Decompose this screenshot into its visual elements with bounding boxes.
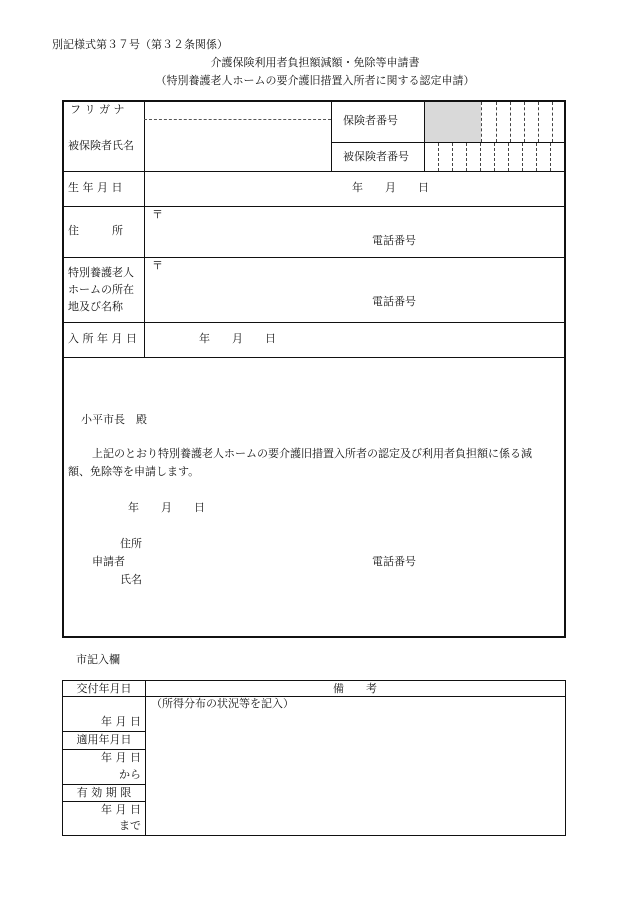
application-form	[62, 100, 566, 638]
issue-date-ymd[interactable]: 年 月 日	[101, 715, 141, 728]
form-title: 介護保険利用者負担額減額・免除等申請書	[210, 56, 420, 69]
insured-number-label: 被保険者番号	[343, 150, 409, 163]
postal-mark: 〒	[152, 208, 163, 221]
addressee: 小平市長 殿	[81, 413, 147, 426]
facility-postal-mark: 〒	[152, 259, 163, 272]
remarks-hint: （所得分布の状況等を記入）	[151, 697, 294, 710]
facility-label-line2: ホームの所在	[68, 283, 134, 296]
declaration-text-line1: 上記のとおり特別養護老人ホームの要介護旧措置入所者の認定及び利用者負担額に係る減	[92, 447, 532, 460]
birthdate-label: 生 年 月 日	[68, 181, 123, 194]
admission-date-field[interactable]: 年 月 日	[199, 332, 276, 345]
declaration-date[interactable]: 年 月 日	[128, 501, 205, 514]
form-subtitle: （特別養護老人ホームの要介護旧措置入所者に関する認定申請）	[155, 74, 475, 87]
until-label: まで	[119, 819, 141, 832]
furigana-field[interactable]	[144, 111, 331, 119]
applicable-date-ymd[interactable]: 年 月 日	[101, 751, 141, 764]
applicant-phone-label: 電話番号	[372, 555, 416, 568]
form-number: 別記様式第３７号（第３２条関係）	[52, 38, 228, 51]
applicable-date-label: 適用年月日	[76, 733, 132, 746]
facility-phone-label: 電話番号	[372, 295, 416, 308]
insured-name-field[interactable]	[144, 122, 331, 170]
furigana-label: フ リ ガ ナ	[70, 103, 125, 116]
birthdate-field[interactable]: 年 月 日	[352, 181, 429, 194]
address-phone-label: 電話番号	[372, 234, 416, 247]
validity-ymd[interactable]: 年 月 日	[101, 803, 141, 816]
validity-label: 有 効 期 限	[76, 786, 132, 799]
declaration-text-line2: 額、免除等を申請します。	[68, 465, 200, 478]
applicant-name-label: 氏名	[120, 573, 142, 586]
office-use-table	[62, 680, 566, 836]
remarks-field[interactable]	[151, 713, 561, 831]
from-label: から	[119, 768, 141, 781]
admission-date-label: 入 所 年 月 日	[68, 332, 137, 345]
insured-name-label: 被保険者氏名	[68, 139, 134, 152]
insured-number-field[interactable]	[424, 143, 566, 171]
facility-label-line1: 特別養護老人	[68, 266, 134, 279]
facility-field[interactable]	[160, 261, 360, 319]
applicant-label: 申請者	[92, 555, 125, 568]
insurer-number-label: 保険者番号	[343, 114, 398, 127]
insurer-number-field[interactable]	[481, 102, 566, 142]
facility-label-line3: 地及び名称	[68, 300, 123, 313]
address-label: 住 所	[68, 224, 123, 237]
address-field[interactable]	[160, 210, 360, 254]
issue-date-label: 交付年月日	[76, 682, 132, 695]
applicant-address-label: 住所	[120, 537, 142, 550]
office-use-title: 市記入欄	[76, 653, 120, 666]
remarks-header: 備 考	[333, 682, 377, 695]
